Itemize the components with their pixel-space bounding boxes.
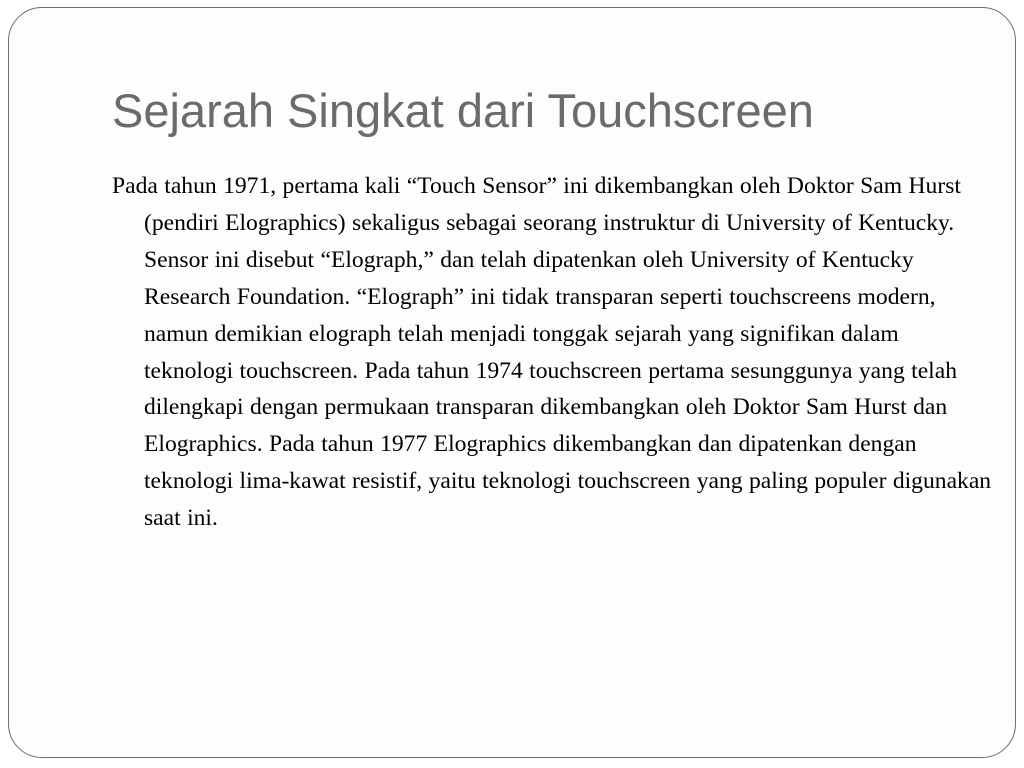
- slide-body-text: Pada tahun 1971, pertama kali “Touch Sensor” ini dikembangkan oleh Doktor Sam Hurst (pendiri Elographics) sekaligus sebagai seorang instruktur di University of Kentucky. Sensor ini disebut “Elograph,” dan telah dipatenkan oleh University of Kentucky Research Foundation. “Elograph” ini tidak transparan seperti touchscreens modern, namun demikian elograph telah menjadi tonggak sejarah yang signifikan dalam teknologi touchscreen. Pada tahun 1974 touchscreen pertama sesunggunya yang telah dilengkapi dengan permukaan transparan dikembangkan oleh Doktor Sam Hurst dan Elographics. Pada tahun 1977 Elographics dikembangkan dan dipatenkan dengan teknologi lima-kawat resistif, yaitu teknologi touchscreen yang paling populer digunakan saat ini.: [112, 173, 992, 532]
- slide-title: Sejarah Singkat dari Touchscreen: [112, 84, 814, 137]
